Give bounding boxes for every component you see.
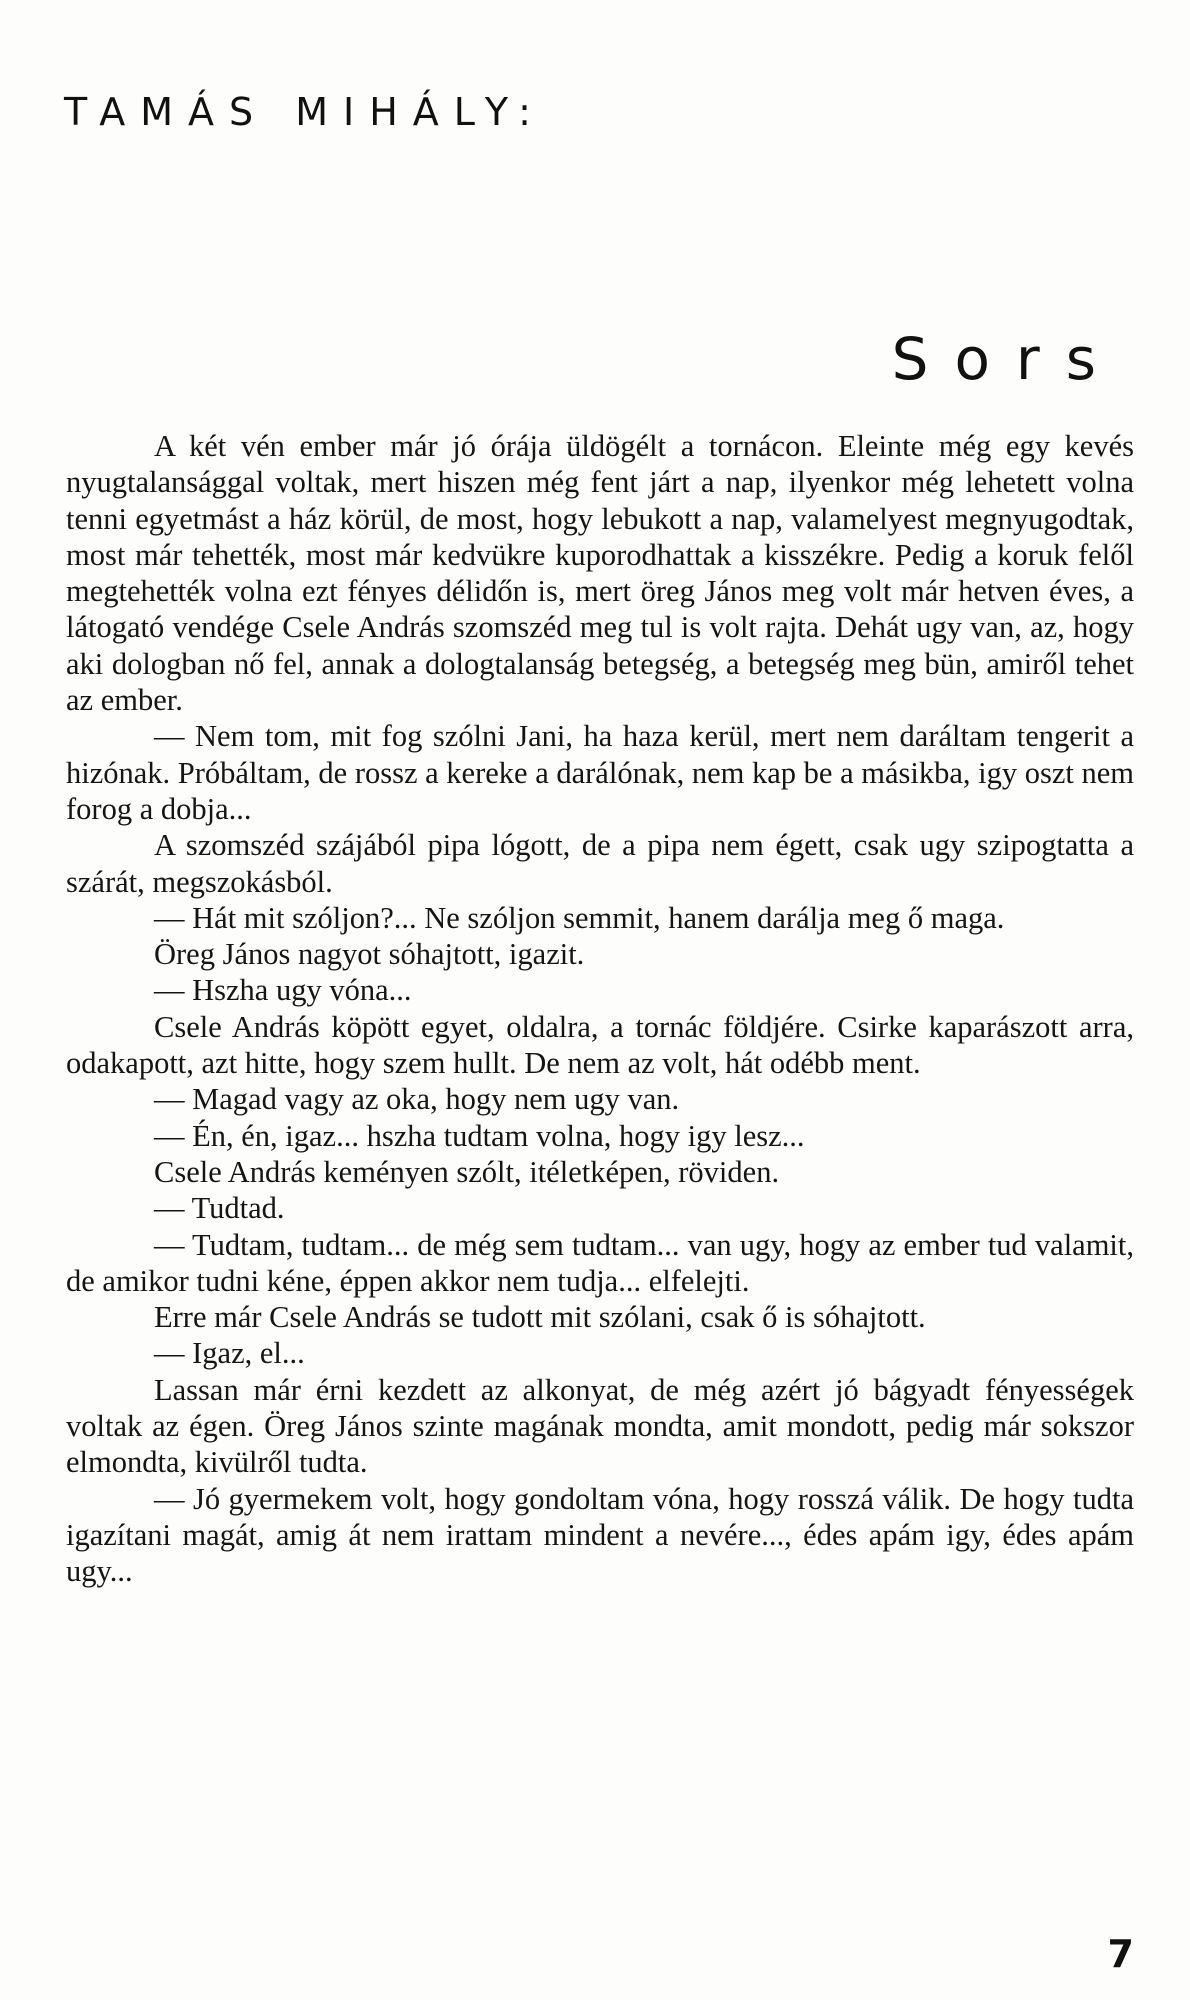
paragraph: — Magad vagy az oka, hogy nem ugy van.: [154, 1082, 680, 1117]
author-heading: TAMÁS MIHÁLY:: [64, 90, 546, 134]
paragraph: — Jó gyermekem volt, hogy gondoltam vóna, hogy rosszá válik. De hogy tudta igazítani magát, amig át nem irattam mindent a nevére..., édes apám igy, édes apám ugy...: [66, 1481, 1134, 1589]
story-body: [66, 428, 1134, 1590]
paragraph: Erre már Csele András se tudott mit szólani, csak ő is sóhajtott.: [154, 1300, 926, 1335]
paragraph: — Én, én, igaz... hszha tudtam volna, hogy igy lesz...: [154, 1118, 805, 1153]
paragraph: — Tudtam, tudtam... de még sem tudtam... van ugy, hogy az ember tud valamit, de amikor tudni kéne, éppen akkor nem tudja... elfelejti.: [66, 1227, 1134, 1298]
paragraph: Öreg János nagyot sóhajtott, igazit.: [154, 937, 585, 972]
paragraph: Lassan már érni kezdett az alkonyat, de még azért jó bágyadt fényességek voltak az égen. Öreg János szinte magának mondta, amit mondott, pedig már sokszor elmondta, kivülről tudta.: [66, 1372, 1134, 1480]
story-title: Sors: [891, 325, 1122, 393]
paragraph: Csele András köpött egyet, oldalra, a tornác földjére. Csirke kaparászott arra, odakapott, azt hitte, hogy szem hullt. De nem az volt, hát odébb ment.: [66, 1009, 1134, 1081]
paragraph: — Nem tom, mit fog szólni Jani, ha haza kerül, mert nem daráltam tengerit a hizónak. Próbáltam, de rossz a kereke a darálónak, nem kap be a másikba, igy oszt nem forog a dobja...: [66, 719, 1134, 826]
paragraph: — Hát mit szóljon?... Ne szóljon semmit, hanem darálja meg ő maga.: [154, 900, 1005, 935]
paragraph: Csele András keményen szólt, itéletképen, röviden.: [154, 1154, 780, 1189]
paragraph: — Hszha ugy vóna...: [154, 973, 412, 1008]
page-number: 7: [1107, 1932, 1134, 1976]
paragraph: A szomszéd szájából pipa lógott, de a pipa nem égett, csak ugy szipogtatta a szárát, megszokásból.: [66, 828, 1134, 899]
paragraph: — Igaz, el...: [154, 1336, 305, 1371]
paragraph: A két vén ember már jó órája üldögélt a tornácon. Eleinte még egy kevés nyugtalansággal voltak, mert hiszen még fent járt a nap, ilyenkor még lehetett volna tenni egyetmást a ház körül, de most, hogy lebukott a nap, valamelyest megnyugodtak, most már tehették, most már kedvükre kuporodhattak a kisszékre. Pedig a koruk felől megtehették volna ezt fényes délidőn is, mert öreg János meg volt már hetven éves, a látogató vendége Csele András szomszéd meg tul is volt rajta. Dehát ugy van, az, hogy aki dologban nő fel, annak a dologtalanság betegség, a betegség meg bün, amiről tehet az ember.: [66, 429, 1134, 718]
paragraph: — Tudtad.: [154, 1191, 285, 1226]
